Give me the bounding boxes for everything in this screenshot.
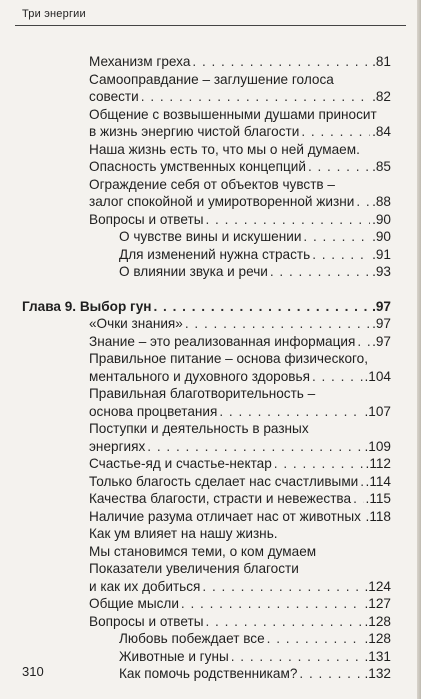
toc-entry-title: Опасность умственных концепций <box>89 159 306 174</box>
toc-entry[interactable] <box>0 71 421 106</box>
toc-entry-page: .124 <box>364 578 391 594</box>
toc-entry[interactable] <box>0 543 421 561</box>
chapter-spacer <box>0 281 421 298</box>
toc-entry-page: .81 <box>372 54 391 69</box>
toc-entry-page: .128 <box>364 613 391 629</box>
toc-entry-title: Мы становимся теми, о ком думаем <box>89 543 317 559</box>
dot-leader <box>219 403 362 421</box>
toc-entry-page: .107 <box>364 403 391 419</box>
toc-entry[interactable] <box>0 473 421 491</box>
toc-entry-title: Вопросы и ответы <box>89 211 204 227</box>
toc-entry-title: Поступки и деятельность в разных <box>89 421 309 436</box>
toc-entry-title: ментального и духовного здоровья <box>89 368 310 384</box>
dot-leader <box>312 368 363 386</box>
toc-entry-title: в жизнь энергию чистой благости <box>89 124 300 139</box>
toc-entry-page: .118 <box>365 508 391 524</box>
toc-entry[interactable] <box>0 141 421 159</box>
toc-entry-title: совести <box>89 89 139 104</box>
toc-entry-page: .131 <box>364 648 391 664</box>
toc-entry-title: Для изменений нужна страсть <box>119 246 311 262</box>
toc-entry[interactable] <box>0 385 421 420</box>
toc-entry-title: энергиях <box>89 438 146 454</box>
toc-entry-title: и как их добиться <box>89 578 201 594</box>
toc-entry[interactable] <box>0 246 421 264</box>
dot-leader <box>360 473 363 491</box>
dot-leader <box>154 298 371 316</box>
dot-leader <box>303 228 370 246</box>
toc-entry-page: .128 <box>364 631 391 646</box>
toc-entry-page: .132 <box>364 666 391 681</box>
page-number: 310 <box>22 664 44 679</box>
dot-leader <box>192 53 370 71</box>
toc-entry-page: .97 <box>372 333 391 349</box>
dot-leader <box>274 455 364 473</box>
toc-entry-title: Качества благости, страсти и невежества <box>89 491 352 506</box>
toc-entry[interactable] <box>0 333 421 351</box>
toc-entry-page: .97 <box>372 316 391 331</box>
header-rule <box>15 25 406 26</box>
toc-entry-page: .82 <box>372 89 391 104</box>
toc-entry-title: Знание – это реализованная информация <box>89 333 356 349</box>
dot-leader <box>356 193 370 211</box>
dot-leader <box>301 123 370 141</box>
toc-entry[interactable] <box>0 350 421 385</box>
chapter-title: Глава 9. Выбор гун <box>22 298 152 314</box>
toc-entry[interactable] <box>0 420 421 455</box>
dot-leader <box>270 263 370 281</box>
toc-entry-title: Вопросы и ответы <box>89 613 204 629</box>
page-header <box>0 0 421 42</box>
dot-leader <box>357 333 370 351</box>
toc-entry-title: «Очки знания» <box>89 316 183 331</box>
toc-entry-page: .90 <box>372 211 391 227</box>
chapter-page: .97 <box>372 298 391 314</box>
toc-entry-title: Животные и гуны <box>119 648 229 664</box>
toc-entry[interactable] <box>0 228 421 246</box>
dot-leader <box>181 595 363 613</box>
toc-entry-title: Правильное питание – основа физического, <box>89 351 369 366</box>
toc-entry[interactable] <box>0 53 421 71</box>
toc-entry-page: .88 <box>372 194 391 209</box>
toc-entry-title: Механизм греха <box>89 54 191 69</box>
toc-entry-title: Показатели увеличения благости <box>89 561 299 576</box>
toc-entry[interactable] <box>0 508 421 526</box>
toc-entry-page: .104 <box>364 368 391 384</box>
toc-entry-title: залог спокойной и умиротворенной жизни <box>89 194 355 209</box>
toc-entry[interactable] <box>0 315 421 333</box>
toc-entry[interactable] <box>0 158 421 176</box>
toc-entry-page: .112 <box>365 456 391 471</box>
toc-entry[interactable] <box>0 211 421 229</box>
toc-entry[interactable] <box>0 106 421 141</box>
toc-entry-page: .91 <box>372 246 391 262</box>
dot-leader <box>312 246 370 264</box>
dot-leader <box>267 630 363 648</box>
toc-entry-title: Только благость сделает нас счастливыми <box>89 473 359 489</box>
toc-entry-page: .127 <box>364 596 391 611</box>
dot-leader <box>202 578 362 596</box>
dot-leader <box>206 613 363 631</box>
toc-entry[interactable] <box>0 665 421 683</box>
toc-entry-title: Наличие разума отличает нас от животных <box>89 508 361 524</box>
toc-entry-title: О чувстве вины и искушении <box>119 229 302 244</box>
toc-entry[interactable] <box>0 490 421 508</box>
toc-entry-page: .85 <box>372 159 391 174</box>
toc-entry[interactable] <box>0 613 421 631</box>
dot-leader <box>299 665 362 683</box>
toc-entry-title: Как ум влияет на нашу жизнь. <box>89 526 278 541</box>
toc-entry-title: О влиянии звука и речи <box>119 264 268 279</box>
toc-entry-title: Счастье-яд и счастье-нектар <box>89 456 272 471</box>
toc-entry[interactable] <box>0 176 421 211</box>
toc-entry-page: .109 <box>364 438 391 454</box>
table-of-contents <box>0 53 421 683</box>
toc-chapter-heading[interactable] <box>0 298 421 316</box>
toc-entry[interactable] <box>0 648 421 666</box>
toc-entry-page: .93 <box>372 264 391 279</box>
page-edge <box>417 0 421 699</box>
running-title: Три энергии <box>22 8 86 20</box>
toc-entry-title: основа процветания <box>89 403 218 419</box>
toc-entry-title: Как помочь родственникам? <box>119 666 298 681</box>
toc-entry-page: .90 <box>372 229 391 244</box>
toc-entry-page: .114 <box>365 473 391 489</box>
toc-entry-title: Общие мысли <box>89 596 179 611</box>
toc-entry[interactable] <box>0 455 421 473</box>
dot-leader <box>353 490 363 508</box>
toc-entry[interactable] <box>0 525 421 543</box>
dot-leader <box>308 158 370 176</box>
toc-entry-page: .115 <box>365 491 391 506</box>
toc-entry[interactable] <box>0 595 421 613</box>
dot-leader <box>185 315 370 333</box>
toc-entry-title: Наша жизнь есть то, что мы о ней думаем. <box>89 141 360 157</box>
dot-leader <box>363 508 364 526</box>
toc-entry-title: Любовь побеждает все <box>119 631 265 646</box>
toc-entry-title: Самооправдание – заглушение голоса <box>89 71 334 87</box>
dot-leader <box>206 211 371 229</box>
toc-entry-title: Ограждение себя от объектов чувств – <box>89 176 335 192</box>
toc-entry[interactable] <box>0 263 421 281</box>
toc-entry-title: Правильная благотворительность – <box>89 386 316 401</box>
toc-entry-title: Общение с возвышенными душами приносит <box>89 106 377 122</box>
dot-leader <box>141 88 370 106</box>
dot-leader <box>147 438 362 456</box>
toc-entry[interactable] <box>0 560 421 595</box>
toc-entry[interactable] <box>0 630 421 648</box>
dot-leader <box>231 648 363 666</box>
toc-entry-page: .84 <box>372 124 391 139</box>
